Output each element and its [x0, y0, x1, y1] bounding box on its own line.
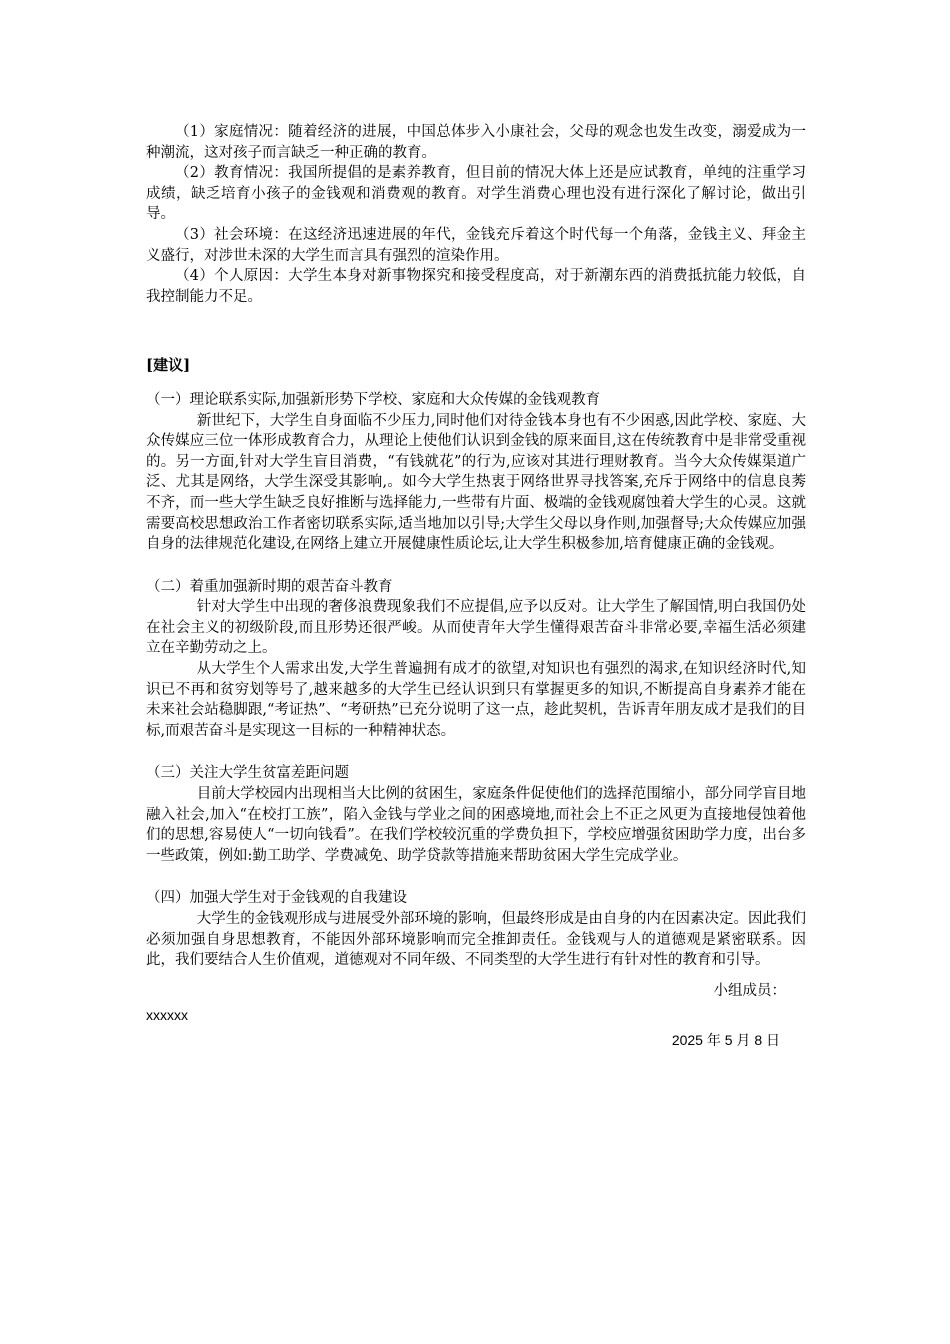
report-date: 2025 年 5 月 8 日: [671, 1031, 780, 1048]
section-paragraph: 新世纪下，大学生自身面临不少压力,同时他们对待金钱本身也有不少困惑,因此学校、家庭、大众传媒应三位一体形成教育合力，从理论上使他们认识到金钱的原来面目,这在传统教育中是非常受重视的。另一方面,针对大学生盲目消费，“有钱就花”的行为,应该对其进行理财教育。当今大众传媒渠道广泛、尤其是网络，大学生深受其影响,。如今大学生热衷于网络世界寻找答案,充斥于网络中的信息良莠不齐，而一些大学生缺乏良好推断与选择能力,一些带有片面、极端的金钱观腐蚀着大学生的心灵。这就需要高校思想政治工作者密切联系实际,适当地加以引导;大学生父母以身作则,加强督导;大众传媒应加强自身的法律规范化建设,在网络上建立开展健康性质论坛,让大学生积极参加,培育健康正确的金钱观。: [146, 412, 806, 553]
section-1: [146, 390, 806, 555]
section-title: （三）关注大学生贫富差距问题: [146, 765, 349, 782]
section-title: （四）加强大学生对于金钱观的自我建设: [146, 890, 407, 907]
section-2: [146, 577, 806, 742]
section-paragraph: 针对大学生中出现的奢侈浪费现象我们不应提倡,应予以反对。让大学生了解国情,明白我国仍处在社会主义的初级阶段,而且形势还很严峻。从而使青年大学生懂得艰苦奋斗非常必要,幸福生活必须建立在辛勤劳动之上。: [146, 599, 806, 657]
causes-list: [146, 122, 806, 307]
section-4: [146, 888, 806, 970]
section-3: [146, 763, 806, 866]
cause-family: （1）家庭情况：随着经济的进展，中国总体步入小康社会，父母的观念也发生改变，溺爱成为一种潮流，这对孩子而言缺乏一种正确的教育。: [146, 124, 806, 161]
section-paragraph: 从大学生个人需求出发,大学生普遍拥有成才的欲望,对知识也有强烈的渴求,在知识经济时代,知识已不再和贫穷划等号了,越来越多的大学生已经认识到只有掌握更多的知识,不断提高自身素养才能在未来社会站稳脚跟,“考证热”、“考研热”已充分说明了这一点，趁此契机，告诉青年朋友成才是我们的目标,而艰苦奋斗是实现这一目标的一种精神状态。: [146, 661, 806, 739]
members-label: 小组成员：: [713, 982, 786, 999]
cause-society: （3）社会环境：在这经济迅速进展的年代，金钱充斥着这个时代每一个角落，金钱主义、拜金主义盛行，对涉世未深的大学生而言具有强烈的渲染作用。: [146, 226, 806, 264]
section-title: （二）着重加强新时期的艰苦奋斗教育: [146, 578, 393, 595]
cause-personal: （4）个人原因：大学生本身对新事物探究和接受程度高，对于新潮东西的消费抵抗能力较低，自我控制能力不足。: [146, 268, 806, 305]
section-paragraph: 大学生的金钱观形成与进展受外部环境的影响，但最终形成是由自身的内在因素决定。因此我们必须加强自身思想教育，不能因外部环境影响而完全推卸责任。金钱观与人的道德观是紧密联系。因此，我们要结合人生价值观，道德观对不同年级、不同类型的大学生进行有针对性的教育和引导。: [146, 911, 806, 969]
cause-education: （2）教育情况：我国所提倡的是素养教育，但目前的情况大体上还是应试教育，单纯的注重学习成绩，缺乏培育小孩子的金钱观和消费观的教育。对学生消费心理也没有进行深化了解讨论，做出引导。: [146, 165, 806, 223]
section-paragraph: 目前大学校园内出现相当大比例的贫困生，家庭条件促使他们的选择范围缩小，部分同学盲目地融入社会,加入“在校打工族”，陷入金钱与学业之间的困惑境地,而社会上不正之风更为直接地侵蚀着他们的思想,容易使人“一切向钱看”。在我们学校较沉重的学费负担下，学校应增强贫困助学力度，出台多一些政策，例如:勤工助学、学费减免、助学贷款等措施来帮助贫困大学生完成学业。: [146, 786, 806, 864]
member-names: xxxxxx: [146, 1007, 188, 1024]
document-page: [146, 122, 806, 1051]
section-title: （一）理论联系实际,加强新形势下学校、家庭和大众传媒的金钱观教育: [146, 391, 601, 408]
suggestions-heading: [建议]: [146, 356, 191, 375]
